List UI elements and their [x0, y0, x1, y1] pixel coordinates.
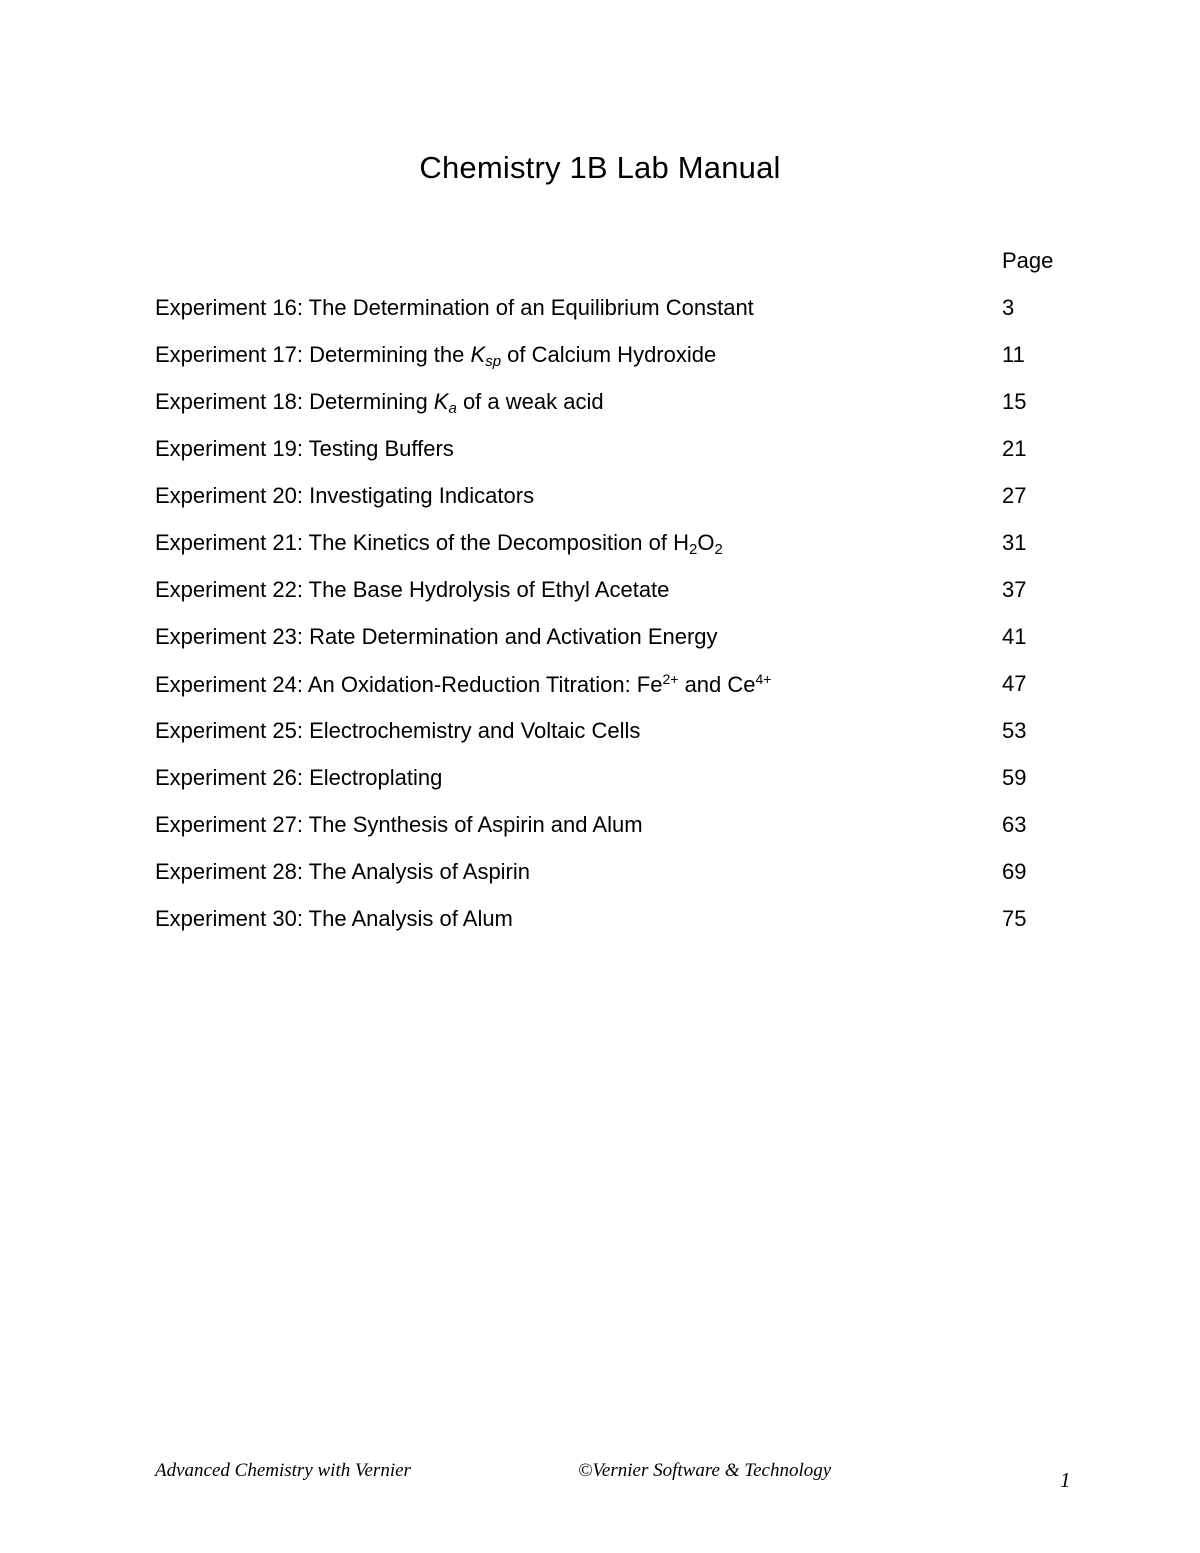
- acid-constant-symbol: K: [433, 389, 449, 414]
- toc-entry-page: 31: [1002, 530, 1027, 555]
- toc-entry-page: 75: [1002, 906, 1027, 931]
- toc-entry-text: Experiment 17: Determining the: [155, 342, 471, 367]
- toc-entry-title: [155, 671, 771, 698]
- toc-row: [155, 906, 1055, 953]
- formula-subscript: 2: [714, 541, 723, 558]
- toc-entry-text: and Ce: [678, 672, 756, 697]
- toc-entry-text: Experiment 23: Rate Determination and Activation Energy: [155, 624, 718, 649]
- toc-entry-text: Experiment 21: The Kinetics of the Decomposition of H: [155, 530, 689, 555]
- footer-book-title: Advanced Chemistry with Vernier: [155, 1460, 411, 1481]
- footer-page-number: 1: [1060, 1468, 1071, 1492]
- toc-row: [155, 718, 1055, 765]
- toc-entry-page: 63: [1002, 812, 1027, 837]
- toc-row: [155, 859, 1055, 906]
- toc-entry-title: [155, 859, 530, 885]
- toc-entry-title: [155, 342, 716, 370]
- page-column-header: Page: [1002, 248, 1054, 273]
- toc-entry-title: [155, 295, 754, 321]
- ion-charge-superscript: 2+: [662, 671, 679, 687]
- toc-entry-title: [155, 436, 454, 462]
- toc-entry-page: 59: [1002, 765, 1027, 790]
- equilibrium-symbol: K: [470, 342, 486, 367]
- toc-entry-page: 47: [1002, 671, 1027, 696]
- toc-entry-title: [155, 624, 718, 650]
- toc-entry-title: [155, 389, 604, 417]
- toc-entry-page: 11: [1002, 342, 1025, 367]
- toc-entry-title: [155, 718, 640, 744]
- toc-row: [155, 530, 1055, 577]
- toc-entry-text: of Calcium Hydroxide: [501, 342, 717, 367]
- toc-entry-page: 27: [1002, 483, 1027, 508]
- toc-entry-page: 3: [1002, 295, 1015, 320]
- toc-row: [155, 342, 1055, 389]
- toc-row: [155, 765, 1055, 812]
- toc-entry-text: O: [697, 530, 715, 555]
- toc-row: [155, 436, 1055, 483]
- toc-entry-text: Experiment 18: Determining: [155, 389, 434, 414]
- toc-entry-page: 37: [1002, 577, 1027, 602]
- toc-entry-text: Experiment 24: An Oxidation-Reduction Titration: Fe: [155, 672, 663, 697]
- toc-entry-page: 15: [1002, 389, 1027, 414]
- toc-row: [155, 812, 1055, 859]
- toc-row: [155, 483, 1055, 530]
- toc-entry-text: Experiment 19: Testing Buffers: [155, 436, 454, 461]
- toc-entry-page: 21: [1002, 436, 1027, 461]
- toc-entry-title: [155, 765, 442, 791]
- toc-entry-page: 53: [1002, 718, 1027, 743]
- formula-subscript: 2: [688, 541, 698, 558]
- symbol-subscript: a: [448, 400, 457, 417]
- toc-entry-text: Experiment 30: The Analysis of Alum: [155, 906, 513, 931]
- toc-row: [155, 671, 1055, 718]
- toc-entry-text: Experiment 20: Investigating Indicators: [155, 483, 535, 508]
- toc-entry-text: Experiment 26: Electroplating: [155, 765, 443, 790]
- toc-entry-page: 69: [1002, 859, 1027, 884]
- toc-entry-title: [155, 577, 669, 603]
- toc-entry-title: [155, 812, 643, 838]
- table-of-contents: [155, 295, 1055, 953]
- toc-row: [155, 389, 1055, 436]
- toc-entry-text: Experiment 16: The Determination of an Equilibrium Constant: [155, 295, 754, 320]
- document-title: Chemistry 1B Lab Manual: [419, 150, 781, 185]
- toc-entry-text: of a weak acid: [456, 389, 604, 414]
- toc-entry-page: 41: [1002, 624, 1027, 649]
- toc-row: [155, 624, 1055, 671]
- toc-row: [155, 295, 1055, 342]
- footer-copyright: ©Vernier Software & Technology: [578, 1460, 832, 1481]
- toc-entry-title: [155, 906, 513, 932]
- toc-row: [155, 577, 1055, 624]
- toc-entry-title: [155, 483, 534, 509]
- toc-entry-text: Experiment 28: The Analysis of Aspirin: [155, 859, 531, 884]
- symbol-subscript: sp: [485, 353, 502, 370]
- toc-entry-title: [155, 530, 723, 558]
- ion-charge-superscript: 4+: [755, 671, 772, 687]
- toc-entry-text: Experiment 22: The Base Hydrolysis of Ethyl Acetate: [155, 577, 670, 602]
- toc-entry-text: Experiment 25: Electrochemistry and Voltaic Cells: [155, 718, 641, 743]
- toc-entry-text: Experiment 27: The Synthesis of Aspirin and Alum: [155, 812, 643, 837]
